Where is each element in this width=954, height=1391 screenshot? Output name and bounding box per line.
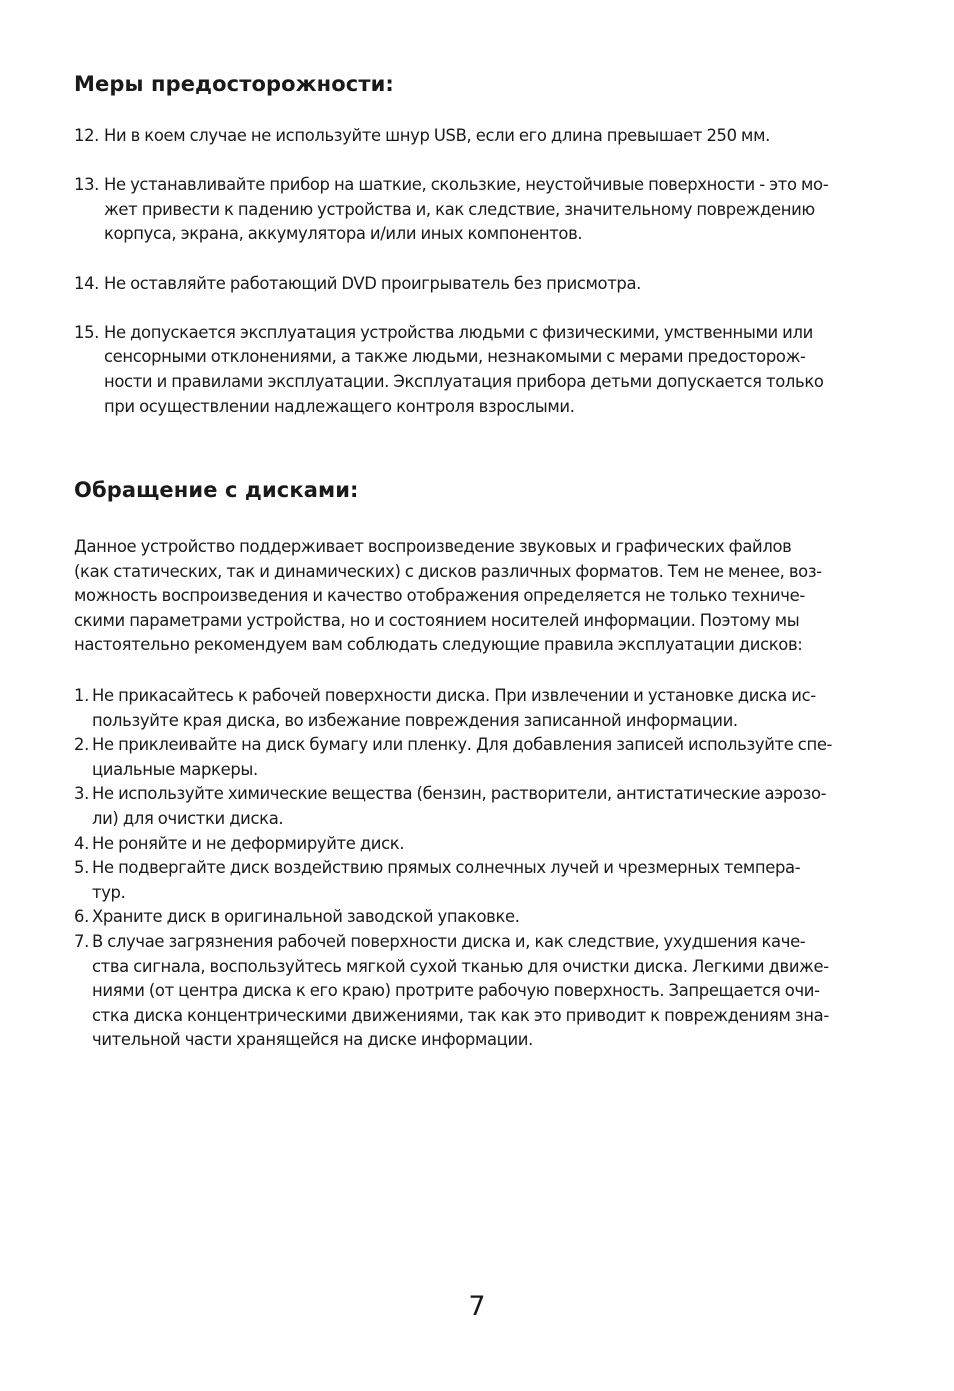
page-number: 7	[468, 1291, 486, 1322]
item-number: 3.	[74, 784, 89, 804]
precautions-list	[74, 124, 890, 419]
intro-paragraph: Данное устройство поддерживает воспроизведение звуковых и графических файлов (как статических, так и динамических) с дисков различных форматов. Тем не менее, воз- можность воспроизведения и качество отображения определяется не только техниче- скими параметрами устройства, но и состоянием носителей информации. Поэтому мы настоятельно рекомендуем вам соблюдать следующие правила эксплуатации дисков:	[74, 537, 822, 655]
section-heading-disc-handling: Обращение с дисками:	[74, 478, 359, 502]
list-item: 14. Не оставляйте работающий DVD проигрыватель без присмотра.	[74, 272, 890, 297]
item-number: 14.	[74, 273, 100, 293]
list-item: 5. Не подвергайте диск воздействию прямых солнечных лучей и чрезмерных темпера- тур.	[74, 858, 801, 902]
item-number: 15.	[74, 322, 100, 342]
list-item: 6. Храните диск в оригинальной заводской упаковке.	[74, 905, 890, 930]
item-number: 13.	[74, 175, 100, 195]
section-heading-precautions: Меры предосторожности:	[74, 72, 394, 96]
disc-rules-list	[74, 684, 890, 1053]
item-number: 5.	[74, 858, 89, 878]
list-item: 7. В случае загрязнения рабочей поверхности диска и, как следствие, ухудшения каче- ства сигнала, воспользуйтесь мягкой сухой тканью для очистки диска. Легкими движе- ниями (от центра диска к его краю) протрите рабочую поверхность. Запрещается очи- стка диска концентрическими движениями, так как это приводит к повреждениям зна- чительной части хранящейся на диске информации.	[74, 931, 829, 1050]
list-item: 13. Не устанавливайте прибор на шаткие, скользкие, неустойчивые поверхности - это мо- жет привести к падению устройства и, как следствие, значительному повреждению корпуса, экрана, аккумулятора и/или иных компонентов.	[74, 175, 829, 244]
list-item: 15. Не допускается эксплуатация устройства людьми с физическими, умственными или сенсорными отклонениями, а также людьми, незнакомыми с мерами предосторож- ности и правилами эксплуатации. Эксплуатация прибора детьми допускается только при осуществлении надлежащего контроля взрослыми.	[74, 322, 824, 416]
list-item: 1. Не прикасайтесь к рабочей поверхности диска. При извлечении и установке диска ис- пользуйте края диска, во избежание повреждения записанной информации.	[74, 686, 816, 730]
list-item: 12. Ни в коем случае не используйте шнур USB, если его длина превышает 250 мм.	[74, 124, 890, 149]
item-number: 2.	[74, 735, 89, 755]
list-item: 2. Не приклеивайте на диск бумагу или пленку. Для добавления записей используйте спе- циальные маркеры.	[74, 735, 833, 779]
list-item: 3. Не используйте химические вещества (бензин, растворители, антистатические аэрозо- ли) для очистки диска.	[74, 784, 827, 828]
item-number: 7.	[74, 931, 89, 951]
item-number: 6.	[74, 907, 89, 927]
item-number: 12.	[74, 126, 100, 145]
item-number: 4.	[74, 833, 89, 853]
list-item: 4. Не роняйте и не деформируйте диск.	[74, 832, 890, 857]
item-number: 1.	[74, 686, 89, 705]
